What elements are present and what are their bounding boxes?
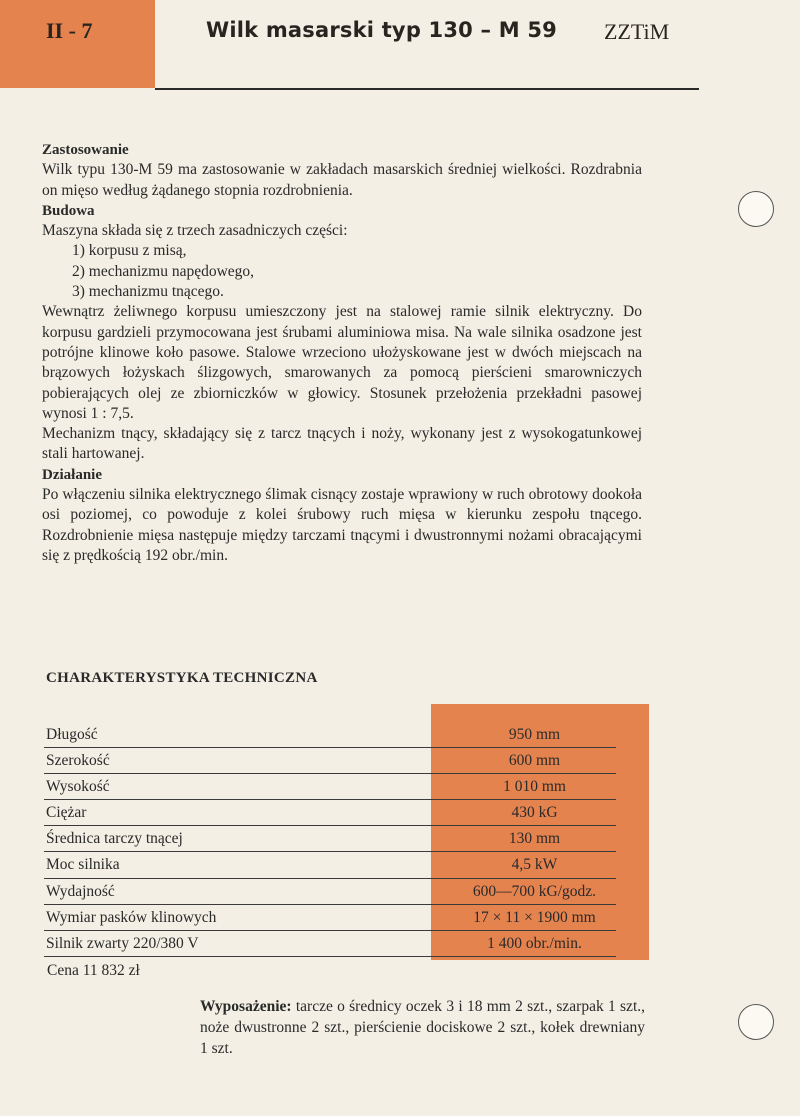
spec-label: Wysokość	[46, 778, 110, 796]
table-row	[44, 879, 616, 905]
section-code: II - 7	[46, 18, 93, 43]
heading-zastosowanie: Zastosowanie	[42, 142, 129, 158]
spec-label: Wymiar pasków klinowych	[46, 908, 217, 926]
spec-value: 430 kG	[511, 804, 558, 822]
text-budowa-para2: Mechanizm tnący, składający się z tarcz tnących i noży, wykonany jest z wysokogatunkowej stali hartowanej.	[42, 425, 642, 463]
equipment-note	[200, 996, 645, 1059]
table-row	[44, 774, 616, 800]
organization-name: ZZTiM	[604, 19, 670, 44]
spec-label: Wydajność	[46, 882, 115, 900]
spec-label: Długość	[46, 726, 98, 743]
description-body	[42, 140, 642, 566]
text-dzialanie: Po włączeniu silnika elektrycznego ślimak cisnący zostaje wprawiony w ruch obrotowy dookoła osi poziomej, co powoduje z kolei śrubowy ruch mięsa w kierunku zespołu tnącego. Rozdrobnienie mięsa następuje między tarczami tnącymi i dwustronnymi nożami obracającymi się z prędkością 192 obr./min.	[42, 486, 642, 564]
list-item: 3) mechanizmu tnącego.	[72, 283, 224, 301]
binder-hole-icon	[738, 191, 774, 227]
spec-label: Średnica tarczy tnącej	[46, 830, 183, 848]
text-zastosowanie: Wilk typu 130-M 59 ma zastosowanie w zakładach masarskich średniej wielkości. Rozdrabnia on mięso według żądanego stopnia rozdrobnienia.	[42, 161, 642, 199]
page-title: Wilk masarski typ 130 – M 59	[206, 18, 557, 42]
spec-title: CHARAKTERYSTYKA TECHNICZNA	[46, 670, 318, 686]
spec-value: 1 400 obr./min.	[487, 934, 582, 952]
price: Cena 11 832 zł	[47, 962, 140, 979]
spec-label: Silnik zwarty 220/380 V	[46, 934, 199, 952]
text-budowa-intro: Maszyna składa się z trzech zasadniczych części:	[42, 222, 348, 240]
spec-value: 950 mm	[508, 726, 561, 743]
spec-label: Szerokość	[46, 752, 110, 770]
list-item: 2) mechanizmu napędowego,	[72, 262, 255, 280]
spec-value: 4,5 kW	[511, 856, 558, 874]
spec-label: Moc silnika	[46, 856, 120, 874]
table-row	[44, 852, 616, 878]
spec-value: 600—700 kG/godz.	[472, 882, 597, 900]
spec-value: 1 010 mm	[503, 778, 566, 796]
table-row	[44, 748, 616, 774]
table-row	[44, 931, 616, 957]
heading-budowa: Budowa	[42, 202, 95, 219]
table-row	[44, 826, 616, 852]
spec-value: 600 mm	[508, 752, 561, 770]
equipment-text: tarcze o średnicy oczek 3 i 18 mm 2 szt., szarpak 1 szt., noże dwustronne 2 szt., pierścienie dociskowe 2 szt., kołek drewniany 1 szt.	[200, 998, 645, 1057]
text-budowa-para1: Wewnątrz żeliwnego korpusu umieszczony jest na stalowej ramie silnik elektryczny. Do korpusu gardzieli przymocowana jest śrubami aluminiowa misa. Na wale silnika osadzone jest potrójne klinowe koło pasowe. Stalowe wrzeciono ułożyskowane jest w dwóch miejscach na brązowych łożyskach ślizgowych, smarowanych za pomocą pierścieni smarowniczych pobierających olej ze zbiorniczków w głowicy. Stosunek przełożenia przekładni pasowej wynosi 1 : 7,5.	[42, 303, 642, 422]
list-item: 1) korpusu z misą,	[72, 242, 187, 260]
spec-value: 130 mm	[508, 830, 561, 848]
binder-hole-icon	[738, 1004, 774, 1040]
table-row	[44, 722, 616, 748]
header-rule	[155, 88, 699, 90]
parts-list	[42, 241, 642, 302]
spec-label: Ciężar	[46, 804, 87, 822]
spec-table	[44, 722, 616, 957]
spec-value: 17 × 11 × 1900 mm	[473, 908, 596, 926]
table-row	[44, 800, 616, 826]
table-row	[44, 905, 616, 931]
equipment-label: Wyposażenie:	[200, 998, 292, 1015]
heading-dzialanie: Działanie	[42, 466, 102, 483]
header-color-block	[0, 0, 155, 88]
